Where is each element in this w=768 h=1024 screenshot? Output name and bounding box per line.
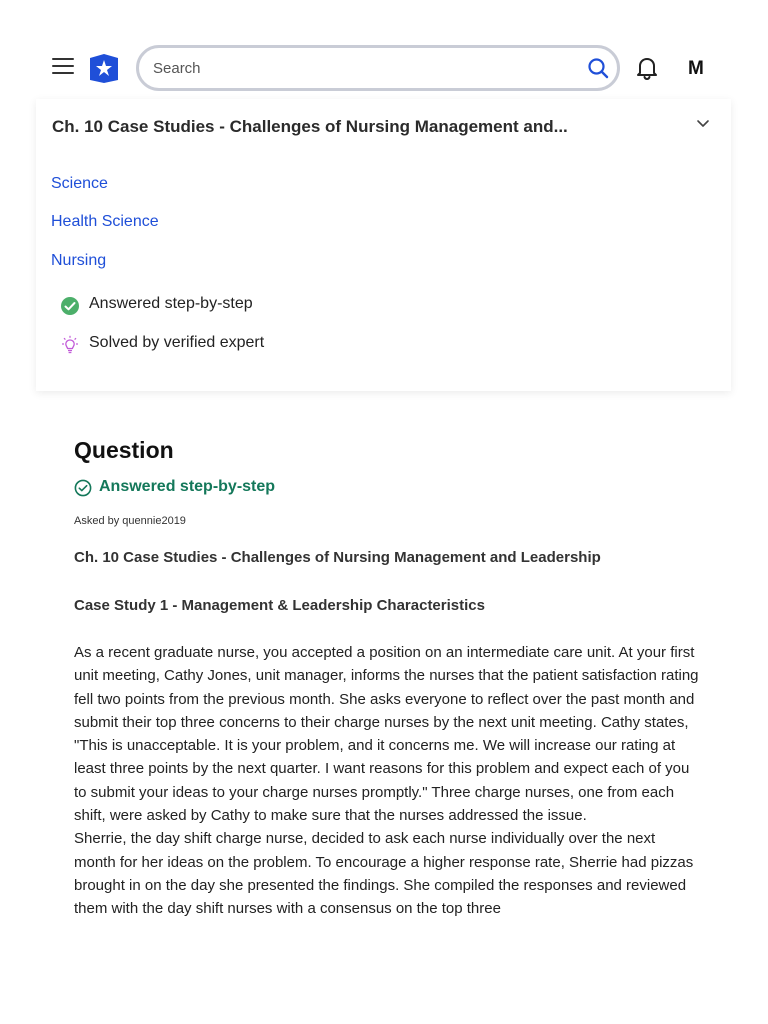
brand-logo-icon[interactable] — [88, 52, 120, 84]
question-paragraph: Sherrie, the day shift charge nurse, decided to ask each nurse individually over the next month for her ideas on the problem. To encourage a higher response rate, Sherrie had pizzas brought in on the day she presented the findings. She compiled the responses and reviewed them with the day shift nurses with a consensus on the top three — [74, 830, 694, 918]
feature-label: Answered step-by-step — [89, 295, 253, 312]
lightbulb-icon — [60, 335, 80, 355]
feature-label: Solved by verified expert — [89, 334, 265, 351]
question-subtitle: Case Study 1 - Management & Leadership Characteristics — [74, 597, 485, 614]
breadcrumb-science[interactable]: Science — [51, 175, 108, 192]
search-icon[interactable] — [587, 57, 609, 79]
menu-icon[interactable] — [52, 58, 74, 78]
top-bar — [0, 0, 768, 100]
notification-bell-icon[interactable] — [636, 56, 658, 80]
answered-status-label: Answered step-by-step — [99, 478, 276, 495]
card-title: Ch. 10 Case Studies - Challenges of Nursing Management and... — [52, 117, 568, 136]
question-body — [74, 641, 700, 921]
search-input[interactable] — [153, 48, 573, 88]
check-circle-icon — [60, 296, 80, 316]
question-paragraph: As a recent graduate nurse, you accepted a position on an intermediate care unit. At your first unit meeting, Cathy Jones, unit manager, informs the nurses that the patient satisfaction rating fell two points from the previous month. She asks everyone to reflect over the past month and submit their top three concerns to their charge nurses by the next unit meeting. Cathy states, "This is unacceptable. It is your problem, and it concerns me. We will increase our rating at least three points by the next quarter. I want reasons for this problem and expect each of you to submit your ideas to your charge nurses promptly." Three charge nurses, one from each shift, were asked by Cathy to make sure that the nurses addressed the issue. — [74, 644, 699, 825]
chevron-down-icon[interactable] — [696, 117, 710, 131]
question-heading: Question — [74, 437, 174, 463]
question-title: Ch. 10 Case Studies - Challenges of Nursing Management and Leadership — [74, 549, 601, 566]
asked-by: Asked by quennie2019 — [74, 515, 186, 527]
user-avatar[interactable]: M — [688, 58, 704, 79]
breadcrumb-nursing[interactable]: Nursing — [51, 252, 107, 269]
check-circle-outline-icon — [74, 479, 92, 497]
breadcrumb-health-science[interactable]: Health Science — [51, 213, 159, 230]
question-summary-card — [36, 99, 731, 391]
search-bar — [136, 45, 620, 91]
